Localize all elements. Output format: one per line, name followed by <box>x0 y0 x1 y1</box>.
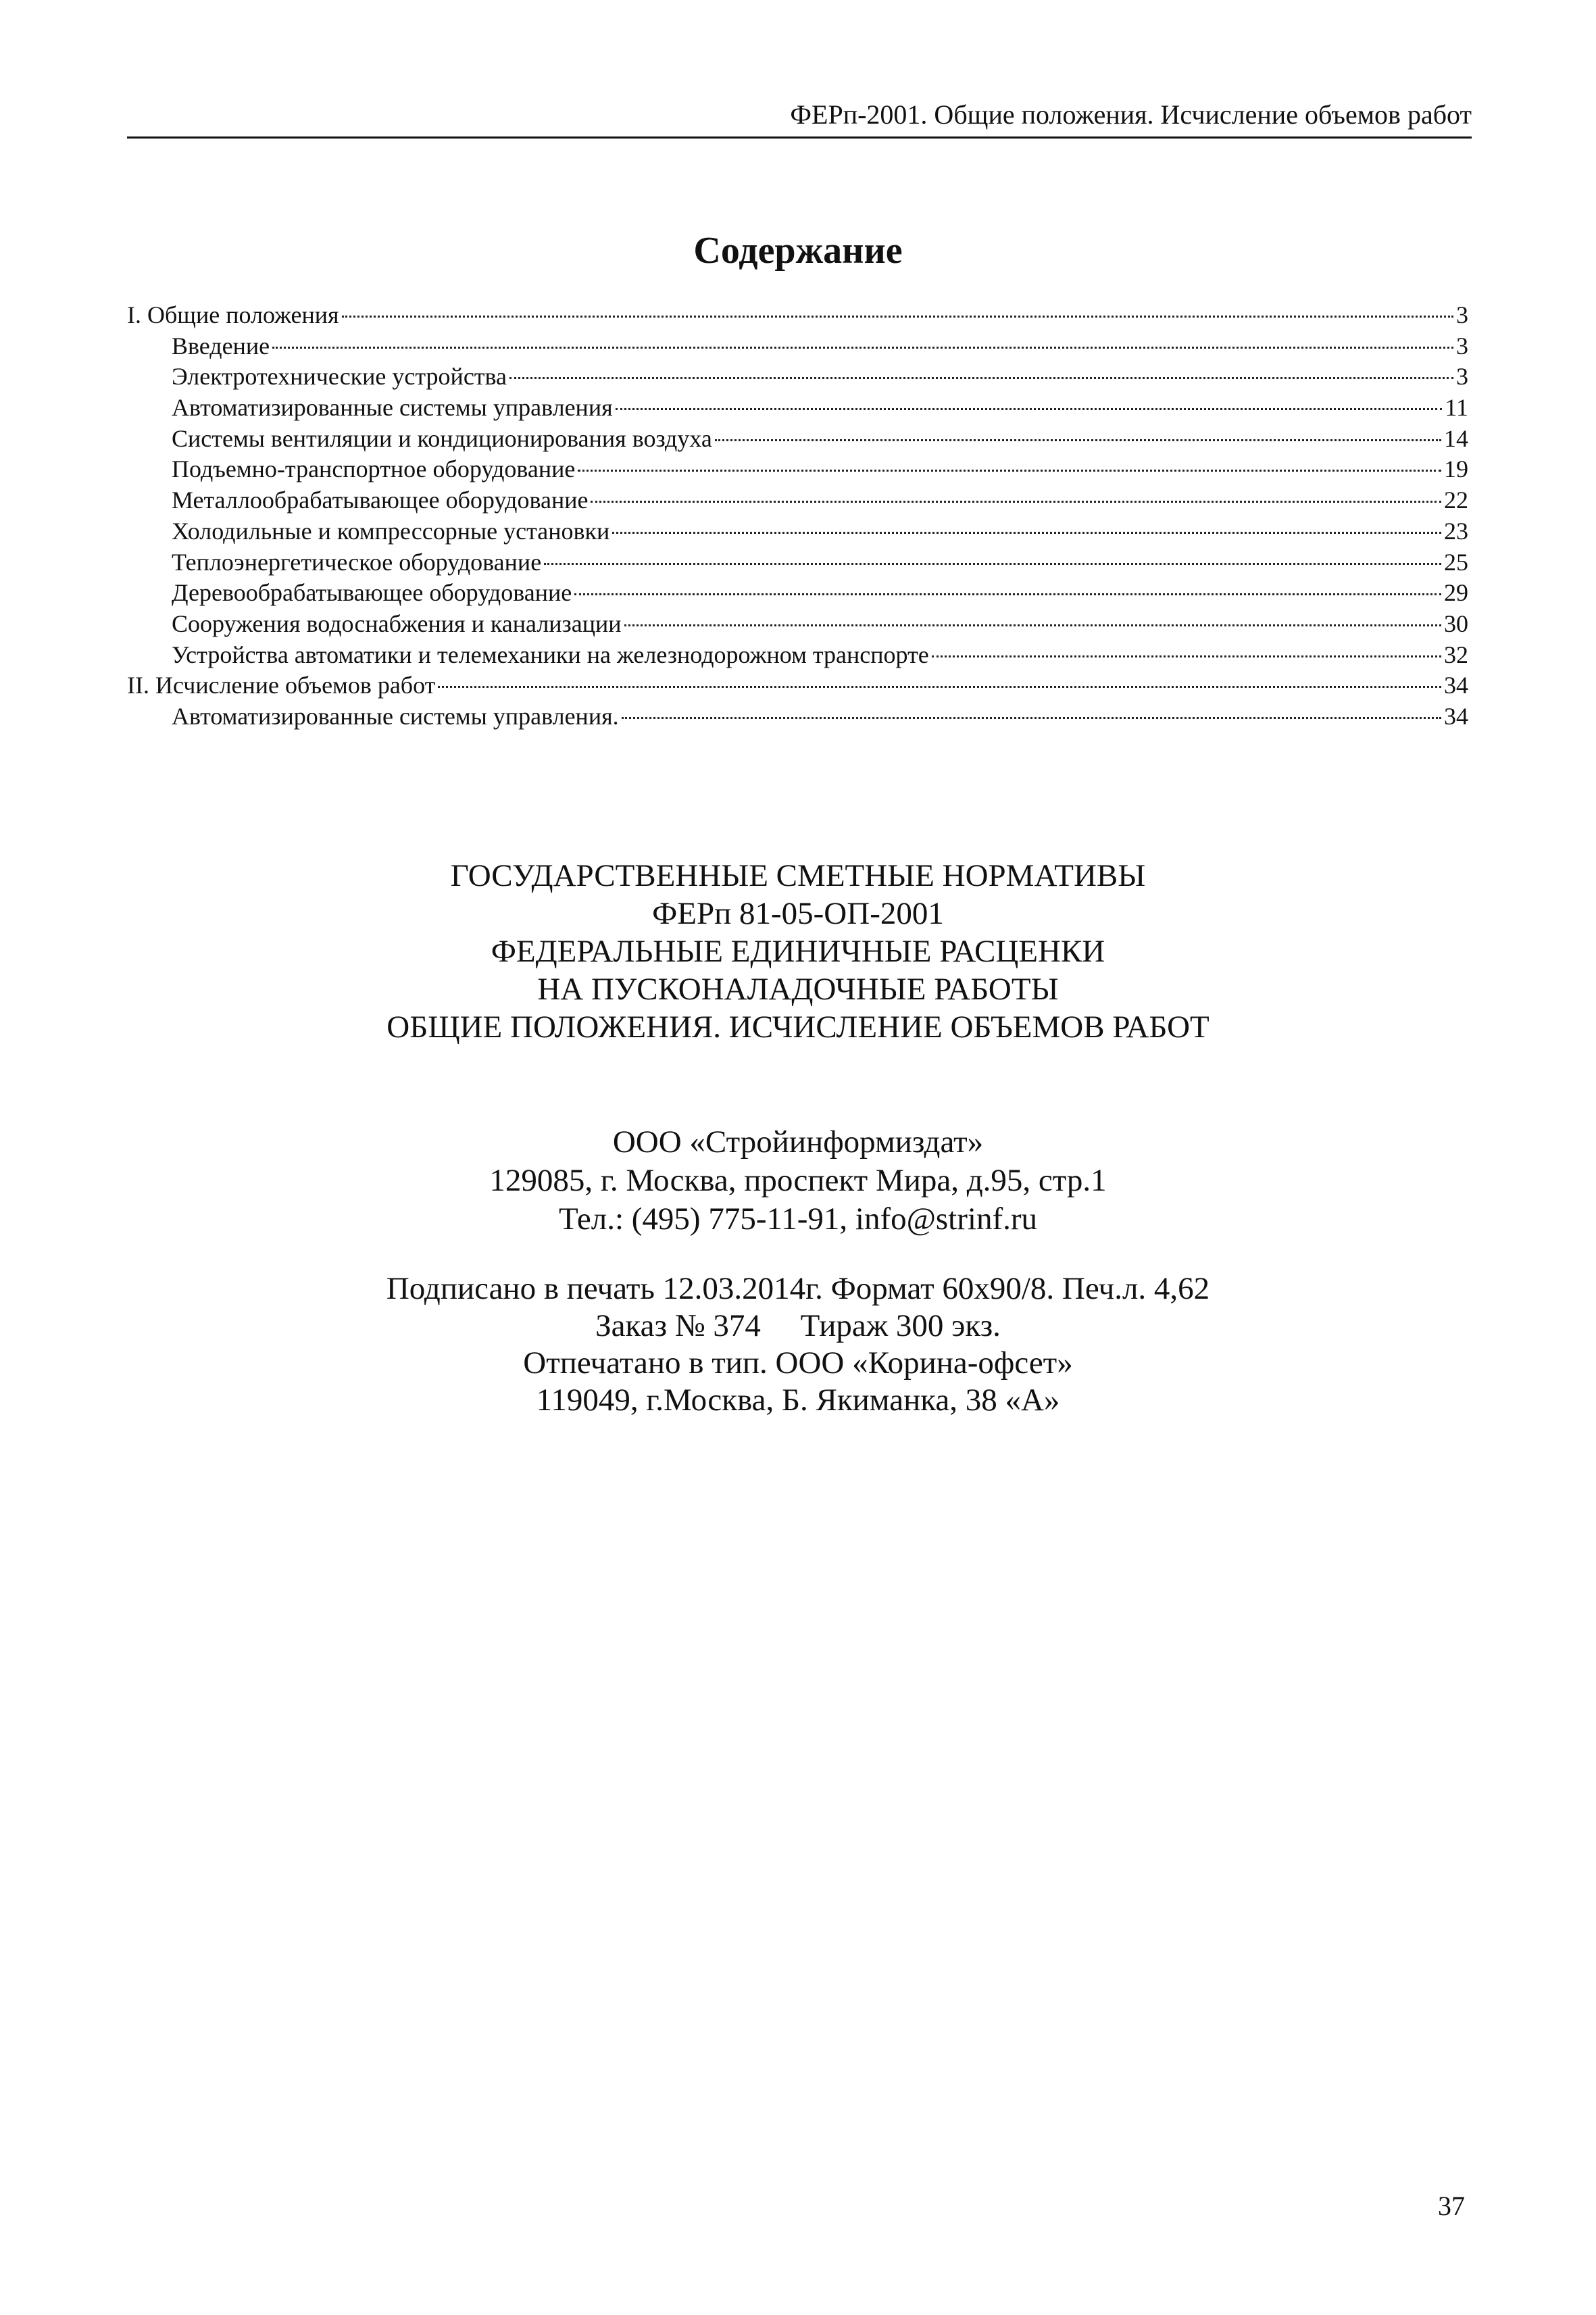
toc-entry <box>127 670 1468 701</box>
toc-entry <box>127 454 1468 485</box>
table-of-contents <box>127 300 1468 732</box>
toc-entry-page: 19 <box>1444 455 1468 483</box>
toc-title: Содержание <box>693 230 903 272</box>
toc-dot-leader <box>342 316 1453 318</box>
publisher-address: 129085, г. Москва, проспект Мира, д.95, стр.1 <box>489 1163 1107 1198</box>
norms-line: ФЕДЕРАЛЬНЫЕ ЕДИНИЧНЫЕ РАСЦЕНКИ <box>491 934 1105 969</box>
toc-dot-leader <box>622 717 1441 719</box>
norms-code: ФЕРп 81-05-ОП-2001 <box>652 896 944 931</box>
toc-entry-label: Холодильные и компрессорные установки <box>172 517 610 545</box>
toc-entry-label: Устройства автоматики и телемеханики на железнодорожном транспорте <box>172 641 929 668</box>
page-number: 37 <box>1438 2191 1465 2221</box>
toc-dot-leader <box>616 408 1443 410</box>
publisher-contacts: Тел.: (495) 775-11-91, info@strinf.ru <box>558 1201 1037 1237</box>
toc-entry-page: 34 <box>1444 702 1468 730</box>
toc-entry-page: 11 <box>1445 394 1468 422</box>
toc-dot-leader <box>578 470 1441 472</box>
toc-entry-page: 22 <box>1444 487 1468 514</box>
toc-entry-label: I. Общие положения <box>127 301 339 328</box>
toc-dot-leader <box>438 686 1441 688</box>
toc-entry-label: Теплоэнергетическое оборудование <box>172 548 542 576</box>
toc-entry-page: 25 <box>1444 548 1468 576</box>
norms-title-block <box>0 857 1596 1046</box>
toc-entry <box>127 640 1468 671</box>
toc-dot-leader <box>591 501 1441 503</box>
toc-entry-page: 29 <box>1444 579 1468 607</box>
toc-dot-leader <box>612 532 1441 534</box>
toc-entry-page: 30 <box>1444 609 1468 637</box>
running-header: ФЕРп-2001. Общие положения. Исчисление объемов работ <box>127 96 1472 139</box>
toc-entry <box>127 485 1468 516</box>
toc-dot-leader <box>544 563 1441 565</box>
printing-block <box>0 1270 1596 1419</box>
toc-entry-page: 32 <box>1444 641 1468 668</box>
publisher-name: ООО «Стройинформиздат» <box>612 1124 984 1160</box>
toc-entry-label: Введение <box>172 332 270 359</box>
toc-entry <box>127 701 1468 732</box>
printer-address: 119049, г.Москва, Б. Якиманка, 38 «А» <box>536 1383 1060 1418</box>
toc-entry-page: 34 <box>1444 672 1468 699</box>
toc-dot-leader <box>574 593 1441 595</box>
toc-entry-label: Деревообрабатывающее оборудование <box>172 579 572 607</box>
toc-entry-page: 3 <box>1456 363 1468 391</box>
toc-entry <box>127 362 1468 393</box>
print-order-line: Заказ № 374 Тираж 300 экз. <box>595 1308 1001 1343</box>
print-signed-line: Подписано в печать 12.03.2014г. Формат 60х90/8. Печ.л. 4,62 <box>386 1271 1210 1306</box>
toc-entry-page: 14 <box>1444 424 1468 452</box>
toc-dot-leader <box>932 655 1441 657</box>
toc-entry-label: Автоматизированные системы управления <box>172 394 613 422</box>
toc-entry-page: 3 <box>1456 301 1468 328</box>
norms-line: НА ПУСКОНАЛАДОЧНЫЕ РАБОТЫ <box>537 972 1059 1007</box>
toc-entry-page: 23 <box>1444 517 1468 545</box>
toc-entry-label: Сооружения водоснабжения и канализации <box>172 609 622 637</box>
toc-entry <box>127 609 1468 640</box>
toc-dot-leader <box>715 439 1441 441</box>
norms-line: ОБЩИЕ ПОЛОЖЕНИЯ. ИСЧИСЛЕНИЕ ОБЪЕМОВ РАБОТ <box>386 1010 1210 1045</box>
toc-entry <box>127 547 1468 578</box>
toc-entry <box>127 331 1468 362</box>
toc-entry <box>127 424 1468 455</box>
toc-entry <box>127 516 1468 547</box>
toc-entry <box>127 578 1468 609</box>
publisher-block <box>0 1123 1596 1239</box>
toc-entry-label: Подъемно-транспортное оборудование <box>172 455 576 483</box>
toc-dot-leader <box>624 624 1441 626</box>
toc-entry-label: Металлообрабатывающее оборудование <box>172 487 589 514</box>
norms-line: ГОСУДАРСТВЕННЫЕ СМЕТНЫЕ НОРМАТИВЫ <box>450 858 1146 893</box>
toc-entry-label: II. Исчисление объемов работ <box>127 672 436 699</box>
toc-entry-page: 3 <box>1456 332 1468 359</box>
printer-name: Отпечатано в тип. ООО «Корина-офсет» <box>523 1345 1073 1380</box>
toc-entry-label: Автоматизированные системы управления. <box>172 702 619 730</box>
toc-entry <box>127 393 1468 424</box>
toc-entry-label: Системы вентиляции и кондиционирования воздуха <box>172 424 712 452</box>
toc-dot-leader <box>509 377 1453 379</box>
toc-entry <box>127 300 1468 331</box>
toc-entry-label: Электротехнические устройства <box>172 363 507 391</box>
toc-dot-leader <box>272 347 1453 349</box>
